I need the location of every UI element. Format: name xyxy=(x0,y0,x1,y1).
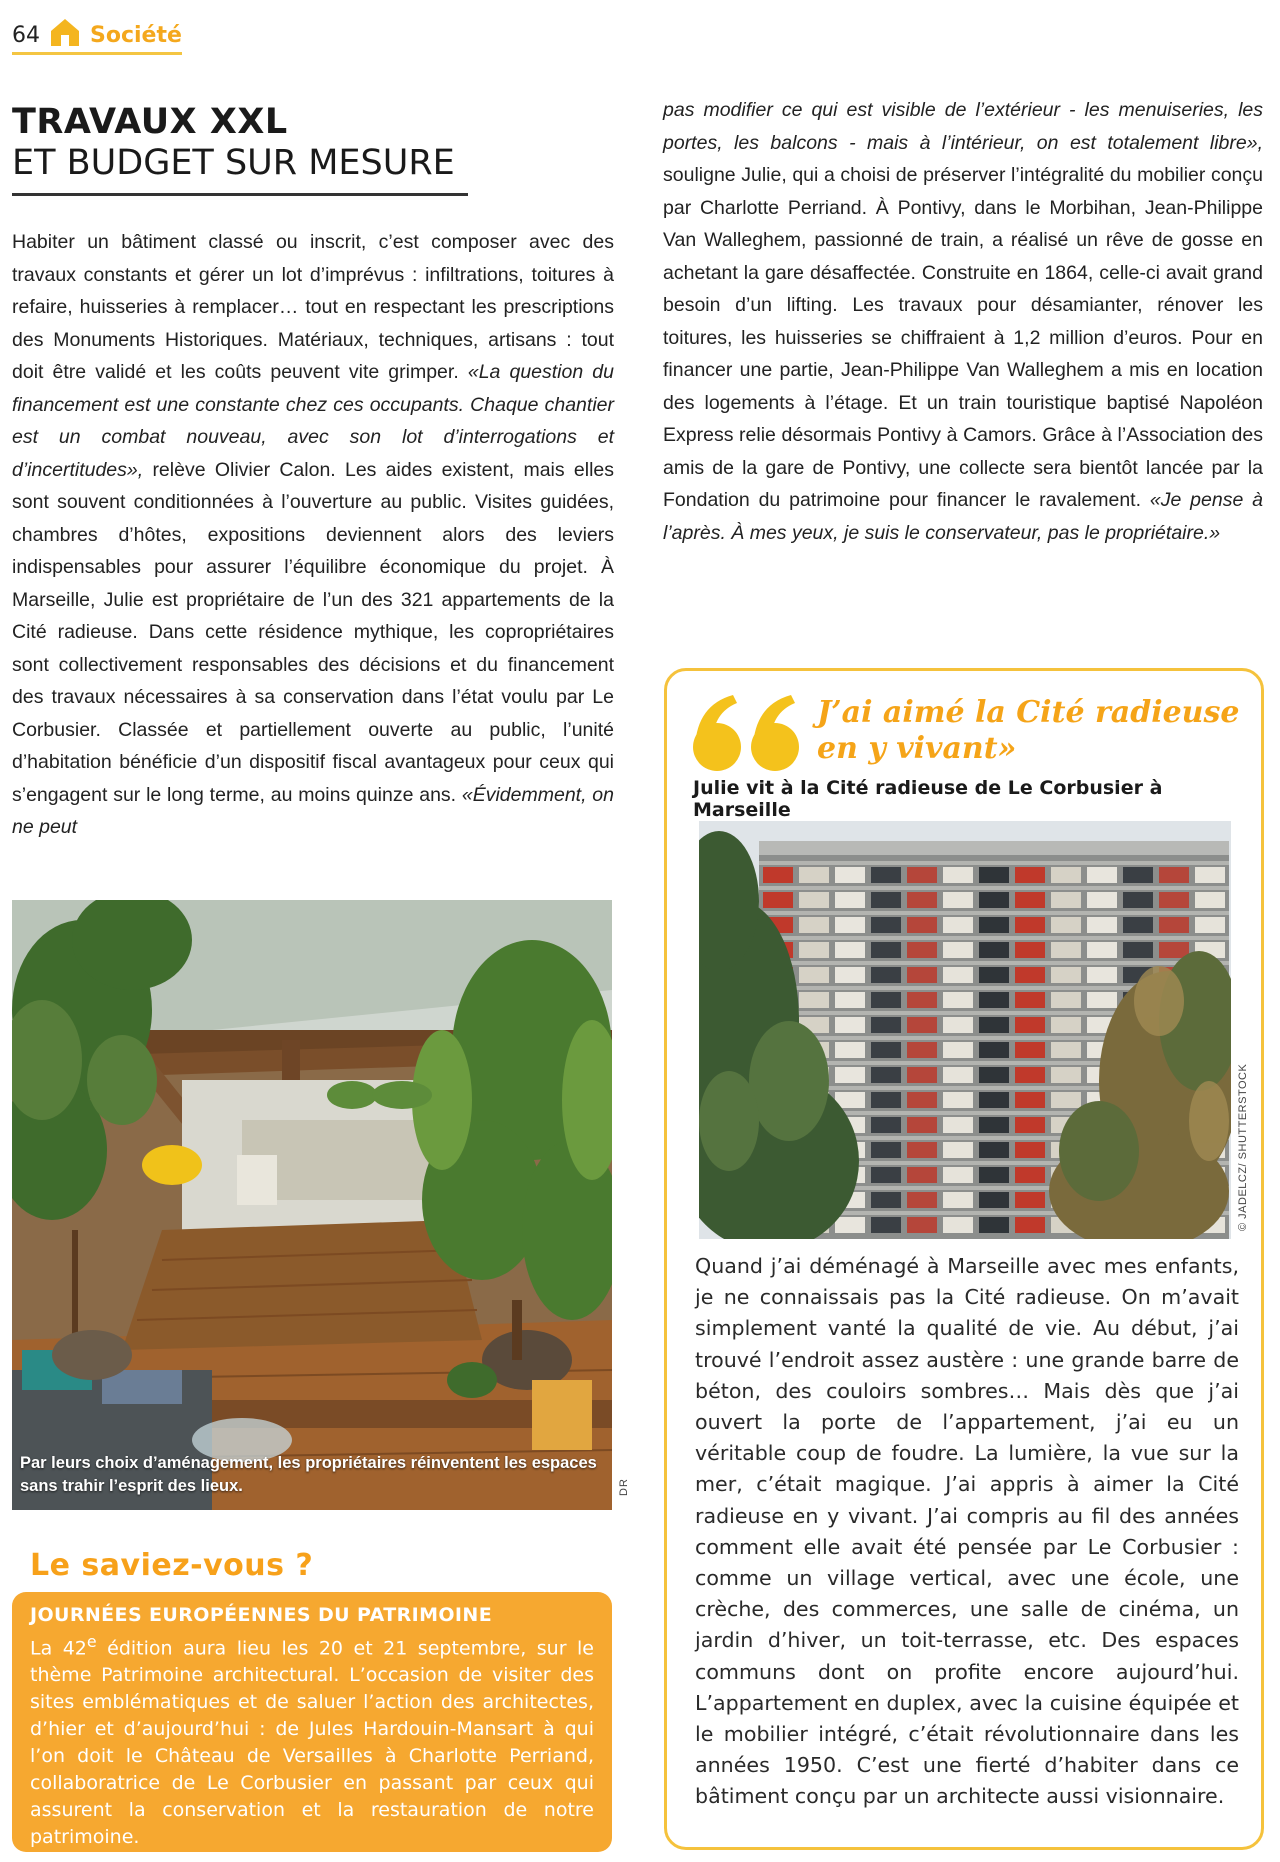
facade-window xyxy=(907,1067,937,1083)
facade-window xyxy=(871,1217,901,1233)
facade-window xyxy=(835,1017,865,1033)
facade-window xyxy=(1051,1042,1081,1058)
cite-radieuse-photo xyxy=(699,821,1231,1239)
facade-window xyxy=(1195,867,1225,883)
facade-window xyxy=(1195,917,1225,933)
saviez-vous-box xyxy=(12,1592,612,1852)
facade-window xyxy=(871,992,901,1008)
facade-window xyxy=(943,1092,973,1108)
facade-window xyxy=(1015,1092,1045,1108)
facade-window xyxy=(1159,942,1189,958)
quote-mark-icon xyxy=(691,691,803,773)
facade-window xyxy=(943,967,973,983)
facade-window xyxy=(943,867,973,883)
facade-window xyxy=(871,1042,901,1058)
facade-window xyxy=(1159,892,1189,908)
facade-window xyxy=(871,1192,901,1208)
facade-window xyxy=(943,1067,973,1083)
article-body-right xyxy=(663,94,1263,549)
facade-window xyxy=(835,1042,865,1058)
facade-window xyxy=(907,967,937,983)
facade-window xyxy=(1087,867,1117,883)
facade-window xyxy=(1123,867,1153,883)
facade-window xyxy=(907,992,937,1008)
facade-window xyxy=(1015,1117,1045,1133)
facade-window xyxy=(907,942,937,958)
facade-window xyxy=(1051,992,1081,1008)
quote-title: J’ai aimé la Cité radieuse en y vivant» xyxy=(817,695,1240,766)
header-underline xyxy=(12,52,182,55)
facade-window xyxy=(871,892,901,908)
facade-window xyxy=(1087,967,1117,983)
title-regular: ET BUDGET SUR MESURE xyxy=(12,143,455,183)
facade-window xyxy=(871,1092,901,1108)
photo-caption: Par leurs choix d’aménagement, les propriétaires réinventent les espaces sans trahir l’esprit des lieux. xyxy=(20,1454,597,1495)
facade-window xyxy=(1015,1142,1045,1158)
facade-window xyxy=(979,1092,1009,1108)
facade-window xyxy=(1051,917,1081,933)
facade-window xyxy=(763,867,793,883)
facade-window xyxy=(799,967,829,983)
facade-window xyxy=(871,1142,901,1158)
facade-window xyxy=(1195,892,1225,908)
facade-window xyxy=(943,1017,973,1033)
facade-window xyxy=(1051,892,1081,908)
facade-window xyxy=(943,992,973,1008)
facade-window xyxy=(907,1192,937,1208)
facade-window xyxy=(799,992,829,1008)
facade-window xyxy=(979,1117,1009,1133)
quote-text-inline: «Évidemment, on ne peut xyxy=(12,783,614,838)
photo-credit-dr: DR xyxy=(618,1478,630,1496)
facade-slab xyxy=(759,886,1229,890)
facade-window xyxy=(835,967,865,983)
facade-window xyxy=(835,892,865,908)
facade-window xyxy=(871,917,901,933)
facade-window xyxy=(979,1042,1009,1058)
body-paragraph-right xyxy=(663,94,1263,549)
facade-window xyxy=(907,1092,937,1108)
saviez-text-post: édition aura lieu les 20 et 21 septembre, sur le thème Patrimoine architectural. L’occasion de visiter des sites emblématiques et de saluer l’action des architectes, d’hier et d’aujourd’hui : de Jules Hardouin-Mansart à qui l’on doit le Château de Versailles à Charlotte Perriand, collaboratrice de Le Corbusier en passant par ceux qui assurent la conservation et la restauration de notre patrimoine. xyxy=(30,1637,594,1849)
quote-text-inline: «La question du financement est une constante chez ces occupants. Chaque chantier est un combat nouveau, avec son lot d’interrogations et d’incertitudes», xyxy=(12,361,614,481)
facade-window xyxy=(1015,1217,1045,1233)
quote-subtitle: Julie vit à la Cité radieuse de Le Corbusier à Marseille xyxy=(693,777,1163,821)
facade-window xyxy=(1051,1017,1081,1033)
facade-window xyxy=(799,917,829,933)
body-text: souligne Julie, qui a choisi de préserver l’intégralité du mobilier conçu par Charlotte Perriand. À Pontivy, dans le Morbihan, Jean-Philippe Van Walleghem, passionné de train, a réalisé un rêve de gosse en achetant la gare désaffectée. Construite en 1864, celle-ci avait grand besoin d’un lifting. Les travaux pour désamianter, rénover les toitures, les huisseries se chiffraient à 1,2 million d’euros. Pour en financer une partie, Jean-Philippe Van Walleghem a mis en location des logements à l’étage. Et un train touristique baptisé Napoléon Express relie désormais Pontivy à Camors. Grâce à l’Association des amis de la gare de Pontivy, une collecte sera bientôt lancée par la Fondation du patrimoine pour financer le ravalement. xyxy=(663,164,1263,511)
facade-window xyxy=(943,1117,973,1133)
body-paragraph-left xyxy=(12,226,614,844)
body-text: Habiter un bâtiment classé ou inscrit, c’est composer avec des travaux constants et gérer un lot d’imprévus : infiltrations, toitures à refaire, huisseries à remplacer… tout en respectant les prescriptions des Monuments Historiques. Matériaux, techniques, artisans : tout doit être validé et les coûts peuvent vite grimper. xyxy=(12,231,614,383)
facade-window xyxy=(1015,892,1045,908)
facade-window xyxy=(1015,867,1045,883)
facade-window xyxy=(835,917,865,933)
facade-window xyxy=(979,917,1009,933)
facade-window xyxy=(1051,1067,1081,1083)
interior-photo xyxy=(12,900,612,1510)
facade-slab xyxy=(759,861,1229,865)
facade-window xyxy=(1123,942,1153,958)
interior-illustration xyxy=(12,900,612,1510)
article-body-left xyxy=(12,226,614,844)
facade-window xyxy=(943,892,973,908)
facade-window xyxy=(943,917,973,933)
facade-window xyxy=(907,1167,937,1183)
facade-window xyxy=(1123,917,1153,933)
facade-window xyxy=(1087,992,1117,1008)
facade-window xyxy=(979,1192,1009,1208)
facade-window xyxy=(979,1217,1009,1233)
page-number: 64 xyxy=(12,22,40,48)
facade-window xyxy=(943,1167,973,1183)
facade-window xyxy=(979,1142,1009,1158)
facade-window xyxy=(835,867,865,883)
facade-window xyxy=(763,892,793,908)
body-text: relève Olivier Calon. Les aides existent, mais elles sont souvent conditionnées à l’ouverture au public. Visites guidées, chambres d’hôtes, expositions deviennent alors des leviers indispensables pour assurer l’équilibre économique du projet. À Marseille, Julie est propriétaire de l’un des 321 appartements de la Cité radieuse. Dans cette résidence mythique, les copropriétaires sont collectivement responsables des décisions et du financement des travaux nécessaires à sa conservation dans l’état voulu par Le Corbusier. Classée et partiellement ouverte au public, l’unité d’habitation bénéficie d’un dispositif fiscal avantageux pour ceux qui s’engagent sur le long terme, au moins quinze ans. xyxy=(12,458,614,806)
saviez-text-pre: La 42 xyxy=(30,1637,87,1660)
facade-window xyxy=(979,1067,1009,1083)
article-title xyxy=(12,102,472,184)
facade-window xyxy=(1015,1017,1045,1033)
facade-window xyxy=(1159,867,1189,883)
facade-window xyxy=(1087,917,1117,933)
facade-window xyxy=(1015,942,1045,958)
facade-window xyxy=(835,942,865,958)
quote-body-text: Quand j’ai déménagé à Marseille avec mes enfants, je ne connaissais pas la Cité radieuse. On m’avait simplement vanté la qualité de vie. Au début, j’ai trouvé l’endroit assez austère : une grande barre de béton, des couloirs sombres… Mais dès que j’ai ouvert la porte de l’appartement, j’ai eu un véritable coup de foudre. La lumière, la vue sur la mer, c’était magique. J’ai appris à aimer la Cité radieuse en y vivant. J’ai compris au fil des années comment elle avait été pensée par Le Corbusier : comme un village vertical, avec une école, une crèche, des commerces, une salle de cinéma, un jardin d’hiver, un toit-terrasse, etc. Des espaces communs dont on profite encore aujourd’hui. L’appartement en duplex, avec la cuisine équipée et le mobilier intégré, c’était révolutionnaire dans les années 1950. C’est une fierté d’habiter dans ce bâtiment conçu par un architecte aussi visionnaire. xyxy=(695,1254,1239,1809)
facade-window xyxy=(1015,1042,1045,1058)
saviez-vous-text xyxy=(30,1628,594,1851)
facade-window xyxy=(1015,967,1045,983)
facade-window xyxy=(871,1017,901,1033)
quote-text-inline: pas modifier ce qui est visible de l’extérieur - les menuiseries, les portes, les balcons - mais à l’intérieur, on est totalement libre», xyxy=(663,99,1263,154)
title-rule xyxy=(12,193,468,196)
facade-window xyxy=(943,1042,973,1058)
house-icon xyxy=(48,15,82,49)
facade-window xyxy=(943,942,973,958)
facade-window xyxy=(1051,942,1081,958)
facade-window xyxy=(979,892,1009,908)
facade-window xyxy=(799,892,829,908)
facade-window xyxy=(871,967,901,983)
facade-window xyxy=(1015,1192,1045,1208)
photo-credit-shutterstock: © JADELCZ/ SHUTTERSTOCK xyxy=(1237,1063,1249,1231)
facade-window xyxy=(871,942,901,958)
facade-window xyxy=(835,1067,865,1083)
facade-window xyxy=(1015,1067,1045,1083)
saviez-text-sup: e xyxy=(86,1632,97,1651)
facade-window xyxy=(979,992,1009,1008)
facade-window xyxy=(871,1117,901,1133)
facade-window xyxy=(1015,992,1045,1008)
page-header xyxy=(12,10,182,54)
quote-text-inline: «Je pense à l’après. À mes yeux, je suis le conservateur, pas le propriétaire.» xyxy=(663,489,1263,544)
facade-window xyxy=(835,1217,865,1233)
facade-slab xyxy=(759,911,1229,915)
facade-window xyxy=(907,1042,937,1058)
facade-window xyxy=(1087,892,1117,908)
facade-window xyxy=(907,1117,937,1133)
facade-slab xyxy=(759,961,1229,965)
saviez-vous-heading: JOURNÉES EUROPÉENNES DU PATRIMOINE xyxy=(30,1604,493,1626)
facade-window xyxy=(907,892,937,908)
facade-window xyxy=(943,1192,973,1208)
section-name: Société xyxy=(90,22,182,48)
facade-window xyxy=(979,942,1009,958)
building-illustration xyxy=(699,821,1231,1239)
facade-window xyxy=(1051,867,1081,883)
facade-window xyxy=(799,942,829,958)
title-bold: TRAVAUX XXL xyxy=(12,102,288,142)
facade-window xyxy=(871,1067,901,1083)
quote-box xyxy=(664,668,1264,1850)
facade-window xyxy=(871,867,901,883)
facade-window xyxy=(979,867,1009,883)
facade-window xyxy=(1159,917,1189,933)
facade-window xyxy=(1051,1092,1081,1108)
facade-slab xyxy=(759,936,1229,940)
facade-window xyxy=(907,867,937,883)
facade-window xyxy=(799,867,829,883)
facade-window xyxy=(1015,1167,1045,1183)
facade-window xyxy=(943,1217,973,1233)
facade-window xyxy=(907,1017,937,1033)
saviez-vous-title: Le saviez-vous ? xyxy=(30,1548,314,1583)
facade-window xyxy=(979,967,1009,983)
facade-window xyxy=(979,1167,1009,1183)
facade-window xyxy=(907,1142,937,1158)
facade-window xyxy=(835,992,865,1008)
facade-window xyxy=(871,1167,901,1183)
facade-window xyxy=(943,1142,973,1158)
facade-window xyxy=(907,917,937,933)
facade-window xyxy=(1087,942,1117,958)
facade-window xyxy=(907,1217,937,1233)
facade-window xyxy=(1123,892,1153,908)
facade-window xyxy=(1015,917,1045,933)
facade-window xyxy=(1051,967,1081,983)
facade-window xyxy=(979,1017,1009,1033)
